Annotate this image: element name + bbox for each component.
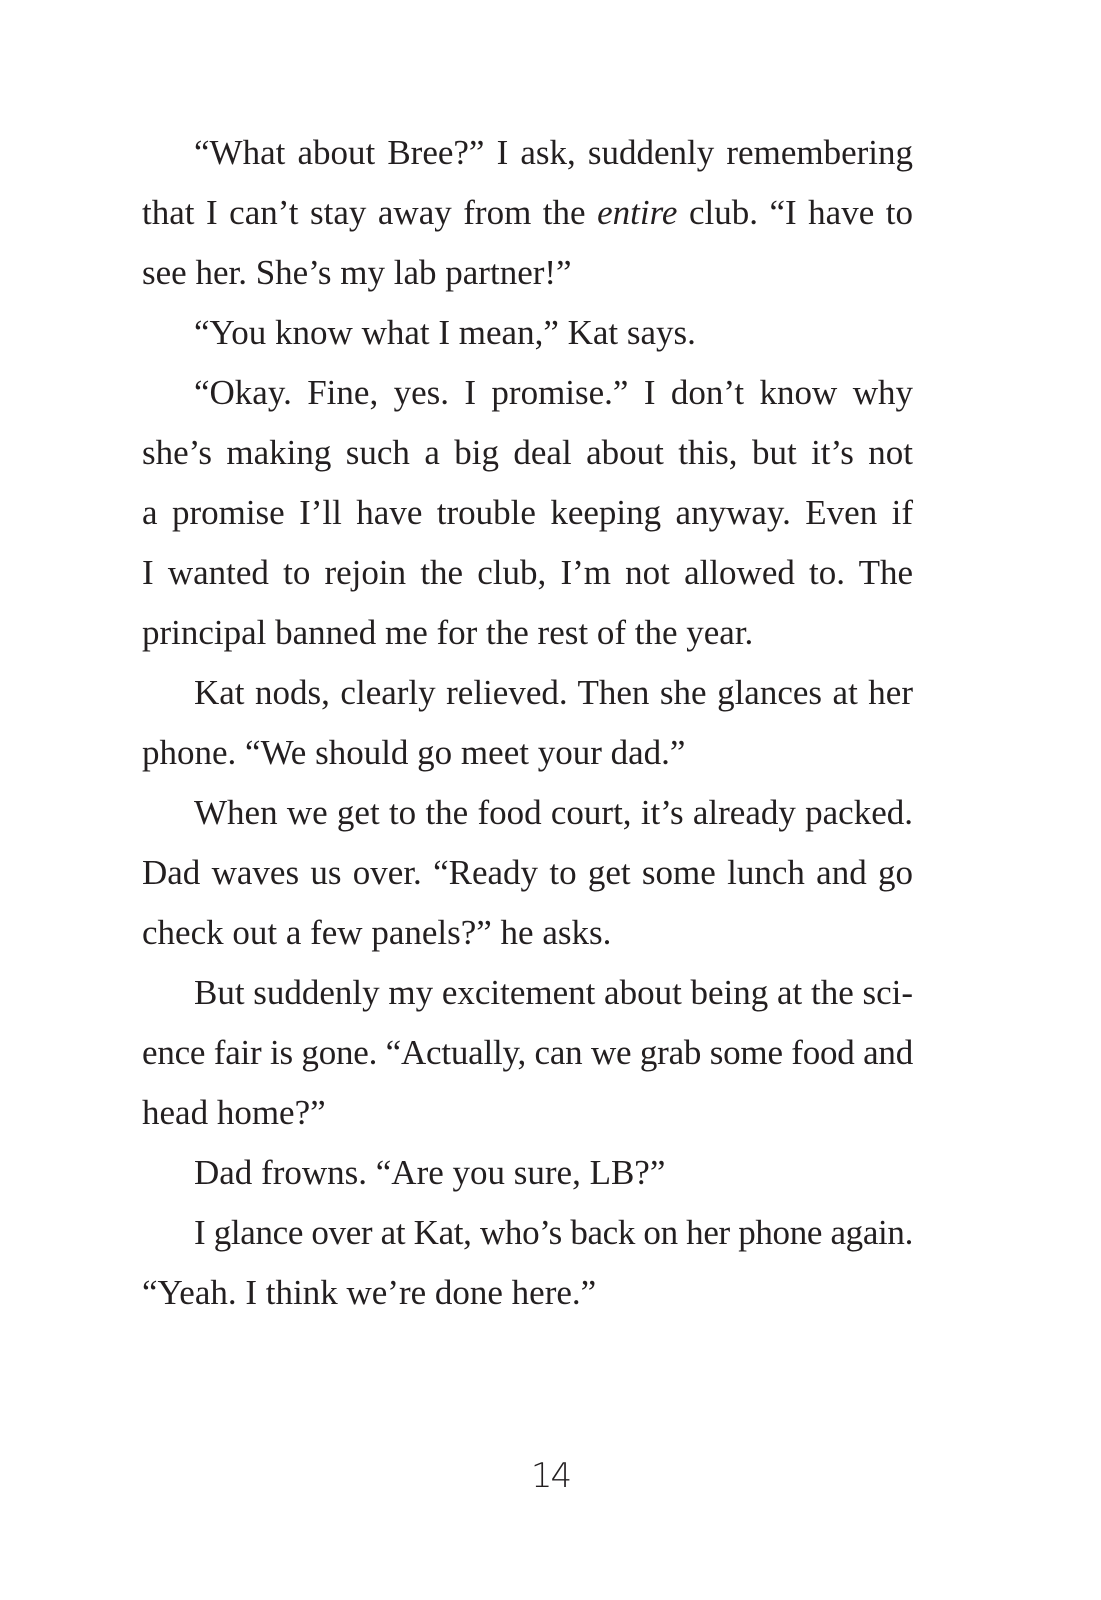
italic-emphasis: entire [597,193,678,232]
text-line: head home?” [142,1093,326,1132]
text-line: she’s making such a big deal about this, but it’s not [142,433,913,472]
text-line: When we get to the food court, it’s already packed. [194,793,913,832]
body-text [142,123,913,1323]
text-line: check out a few panels?” he asks. [142,913,612,952]
page-number: 14 [530,1456,571,1496]
text-line: I wanted to rejoin the club, I’m not allowed to. The [142,553,913,592]
text-line: that I can’t stay away from the entire club. “I have to [142,193,913,232]
text-line: Dad waves us over. “Ready to get some lunch and go [142,853,913,892]
text-line: see her. She’s my lab partner!” [142,253,572,292]
text-line: Dad frowns. “Are you sure, LB?” [194,1153,666,1192]
text-line: principal banned me for the rest of the year. [142,613,754,652]
text-line: “Okay. Fine, yes. I promise.” I don’t know why [194,373,913,412]
text-line: ence fair is gone. “Actually, can we grab some food and [142,1033,913,1072]
text-line: “What about Bree?” I ask, suddenly remembering [194,133,913,172]
text-line: Kat nods, clearly relieved. Then she glances at her [194,673,913,712]
text-line: phone. “We should go meet your dad.” [142,733,686,772]
text-line: But suddenly my excitement about being at the sci- [194,973,913,1012]
text-line: “Yeah. I think we’re done here.” [142,1273,597,1312]
text-line: “You know what I mean,” Kat says. [194,313,696,352]
text-line: I glance over at Kat, who’s back on her phone again. [194,1213,913,1252]
text-line: a promise I’ll have trouble keeping anyway. Even if [142,493,913,532]
